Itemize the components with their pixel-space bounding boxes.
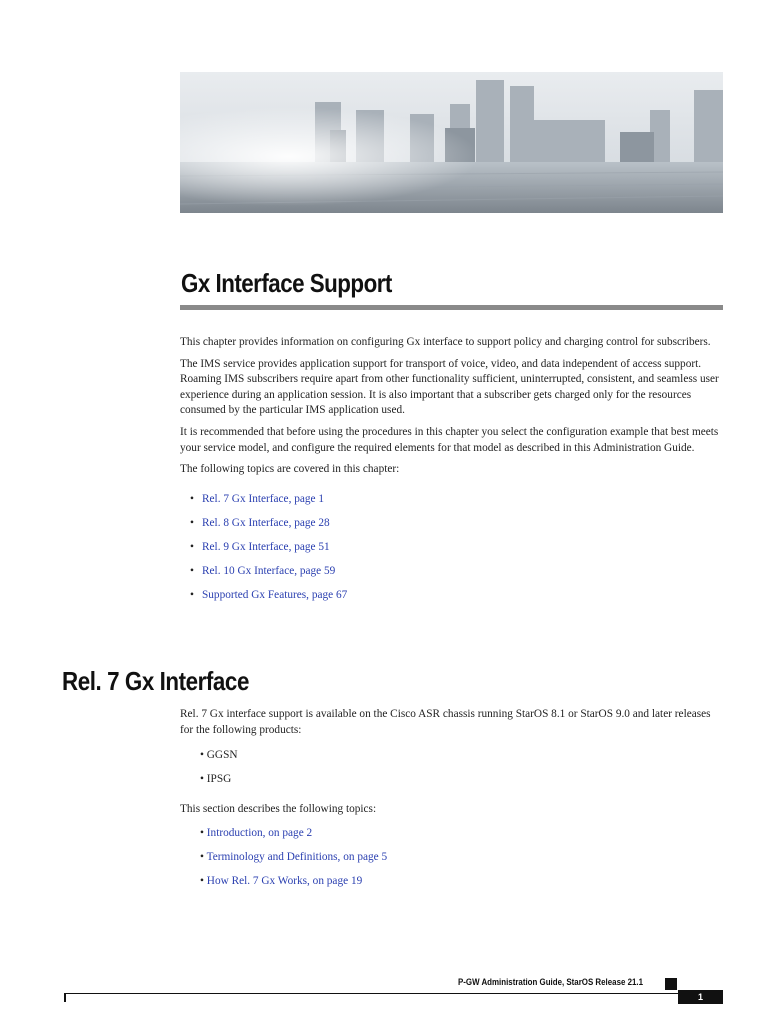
bullet-icon: • [200, 874, 207, 887]
section-paragraph: Rel. 7 Gx interface support is available on the Cisco ASR chassis running StarOS 8.1 or StarOS 9.0 and later releases for the following products: [180, 708, 711, 736]
section-topic-list [180, 826, 725, 898]
toc-item [180, 516, 720, 540]
footer-tick [64, 993, 66, 1002]
topics-intro: This section describes the following topics: [180, 803, 377, 816]
bullet-icon: • [190, 588, 194, 601]
bullet-icon: • [190, 516, 194, 529]
footer-marker [665, 978, 677, 990]
footer-guide-title: P-GW Administration Guide, StarOS Release 21.1 [458, 977, 644, 987]
toc-link-rel9[interactable]: Rel. 9 Gx Interface, page 51 [202, 540, 330, 553]
section-body [180, 707, 725, 898]
product-item-ggsn: • GGSN [200, 749, 238, 762]
topic-link-introduction[interactable]: Introduction, on page 2 [206, 826, 313, 839]
topic-item [200, 874, 725, 898]
chapter-intro [180, 335, 720, 612]
intro-paragraph: It is recommended that before using the procedures in this chapter you select the configuration example that best meets your service model, and configure the required elements for that model as described in this Administration Guide. [180, 425, 719, 454]
toc-item [180, 588, 720, 612]
chapter-title: Gx Interface Support [181, 268, 392, 298]
toc-link-rel10[interactable]: Rel. 10 Gx Interface, page 59 [202, 564, 336, 577]
section-title: Rel. 7 Gx Interface [62, 666, 249, 696]
topic-item [200, 850, 725, 874]
topic-link-terminology[interactable]: Terminology and Definitions, on page 5 [206, 850, 388, 863]
intro-paragraph: The IMS service provides application support for transport of voice, video, and data independent of access support. Roaming IMS subscribers require apart from other functionality sufficient, uninterrupted, consistent, and seamless user experience during an application session. It is also important that a subscriber gets charged only for the resources consumed by the particular IMS application used. [180, 357, 719, 417]
toc-link-supported-features[interactable]: Supported Gx Features, page 67 [202, 588, 348, 601]
bullet-icon: • [190, 492, 194, 505]
bullet-icon: • [200, 826, 207, 839]
title-divider [180, 305, 723, 310]
topic-item [200, 826, 725, 850]
product-item-ipsg: • IPSG [200, 773, 232, 786]
bullet-icon: • [200, 850, 207, 863]
bullet-icon: • [190, 564, 194, 577]
product-list [180, 748, 725, 796]
chapter-topic-list [180, 492, 720, 612]
city-skyline-illustration [180, 72, 723, 213]
intro-paragraph: The following topics are covered in this chapter: [180, 463, 400, 476]
footer-divider [64, 993, 723, 994]
toc-link-rel8[interactable]: Rel. 8 Gx Interface, page 28 [202, 516, 330, 529]
page-number: 1 [678, 990, 723, 1004]
toc-item [180, 564, 720, 588]
chapter-banner-image [180, 72, 723, 213]
toc-item [180, 492, 720, 516]
intro-paragraph: This chapter provides information on configuring Gx interface to support policy and charging control for subscribers. [180, 336, 711, 348]
topic-link-how-it-works[interactable]: How Rel. 7 Gx Works, on page 19 [206, 874, 363, 887]
bullet-icon: • [190, 540, 194, 553]
toc-link-rel7[interactable]: Rel. 7 Gx Interface, page 1 [202, 492, 325, 505]
toc-item [180, 540, 720, 564]
